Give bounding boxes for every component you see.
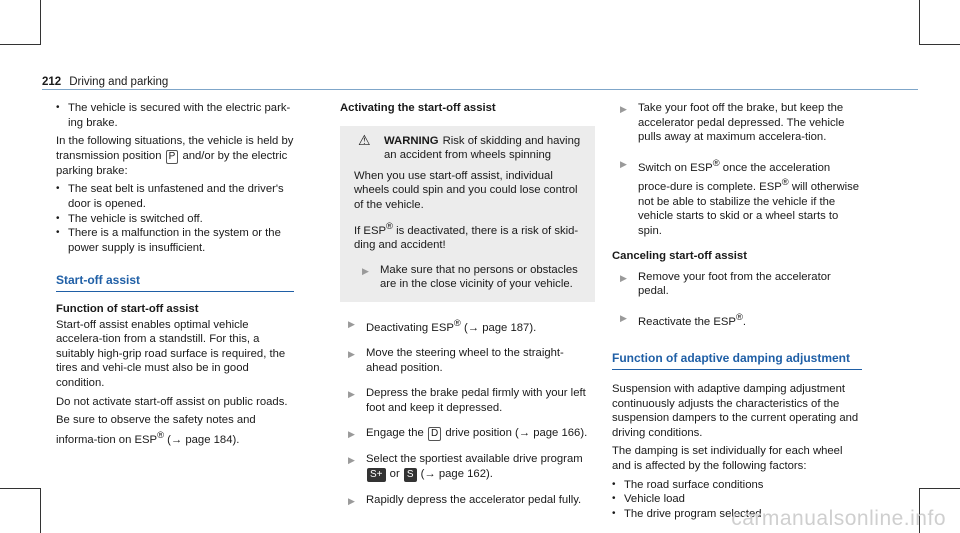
- paragraph: In the following situations, the vehicle is held by transmission position P and/or by the electric parking brake:: [56, 135, 294, 177]
- crop-mark: [919, 44, 960, 45]
- arrow-icon: ▶: [348, 349, 355, 360]
- warning-box: [340, 126, 595, 302]
- paragraph: Suspension with adaptive damping adjustment continuously adjusts the characteristics of the suspension dampers to the current operating and driving conditions.: [612, 383, 859, 439]
- crop-mark: [0, 488, 41, 489]
- paragraph: The damping is set individually for each wheel and is affected by the following factors:: [612, 445, 843, 472]
- sub-heading: Function of start-off assist: [56, 302, 199, 315]
- instruction-step: ▶ Engage the D drive position (→ page 166).: [340, 426, 595, 441]
- list-item: • There is a malfunction in the system or the power supply is insufficient.: [56, 227, 281, 254]
- header-rule: [42, 89, 918, 90]
- list-item: • The vehicle is secured with the electric park-ing brake.: [56, 102, 291, 129]
- instruction-step: ▶ Remove your foot from the accelerator pedal.: [620, 270, 831, 298]
- arrow-icon: ▶: [620, 272, 627, 283]
- list-item: • The vehicle is switched off.: [56, 212, 203, 225]
- d-key-icon: D: [428, 427, 441, 441]
- crop-mark: [40, 0, 41, 45]
- arrow-icon: ▶: [348, 496, 355, 507]
- arrow-icon: ▶: [348, 318, 355, 329]
- arrow-icon: ▶: [620, 313, 627, 324]
- instruction-step: ▶ Rapidly depress the accelerator pedal fully.: [340, 493, 595, 508]
- list-item: • The road surface conditions: [612, 478, 764, 491]
- instruction-step: ▶ Take your foot off the brake, but keep the accelerator pedal depressed. The vehicle pulls away at maximum accelera-tion.: [620, 102, 845, 144]
- p-key-icon: P: [166, 150, 179, 164]
- instruction-step: ▶ Depress the brake pedal firmly with your left foot and keep it depressed.: [348, 387, 586, 414]
- column-right: [612, 101, 862, 525]
- crop-mark: [919, 488, 960, 489]
- warning-title: ⚠ WARNING Risk of skidding and having an accident from wheels spinning: [358, 131, 581, 162]
- column-middle: [340, 101, 595, 519]
- sub-heading: Activating the start-off assist: [340, 102, 496, 114]
- situations-list: [56, 182, 294, 255]
- paragraph: If ESP® is deactivated, there is a risk of skid-ding and accident!: [354, 219, 579, 251]
- sport-key-icon: S: [404, 468, 417, 482]
- crop-mark: [0, 44, 41, 45]
- arrow-icon: ▶: [362, 265, 369, 276]
- arrow-icon: ▶: [348, 455, 355, 466]
- paragraph: Be sure to observe the safety notes and informa-tion on ESP® (→ page 184).: [56, 414, 256, 446]
- page-section-title: Driving and parking: [69, 76, 169, 88]
- arrow-icon: ▶: [348, 429, 355, 440]
- instruction-step: ▶ Switch on ESP® once the acceleration proce-dure is complete. ESP® will otherwise not be able to stabilize the vehicle if the vehicle starts to skid or a wheel starts to spin.: [620, 156, 860, 237]
- column-left: [56, 101, 294, 451]
- list-item: • The seat belt is unfastened and the driver's door is opened.: [56, 183, 284, 210]
- page-header: [42, 75, 168, 90]
- list-item: • Vehicle load: [612, 493, 685, 506]
- page-number: 212: [42, 76, 62, 88]
- section-title: Function of adaptive damping adjustment: [612, 351, 862, 370]
- watermark: carmanualsonline.info: [731, 507, 946, 531]
- instruction-step: ▶ Select the sportiest available drive program S+ or S (→ page 162).: [348, 453, 583, 481]
- instruction-step: ▶ Make sure that no persons or obstacles are in the close vicinity of your vehicle.: [362, 263, 578, 291]
- list-item: • The drive program selected: [612, 507, 762, 520]
- section-title: Start-off assist: [56, 273, 294, 292]
- paragraph: Do not activate start-off assist on public roads.: [56, 395, 288, 408]
- instruction-step: ▶ Deactivating ESP® (→ page 187).: [348, 316, 537, 334]
- instruction-step: ▶ Reactivate the ESP®.: [620, 311, 747, 328]
- instruction-step: ▶ Move the steering wheel to the straight-ahead position.: [348, 347, 564, 374]
- arrow-icon: ▶: [348, 389, 355, 400]
- paragraph: When you use start-off assist, individual wheels could spin and you could lose control of the vehicle.: [354, 169, 578, 211]
- paragraph: Start-off assist enables optimal vehicle accelera-tion from a standstill. For this, a suitably high-grip road surface is required, the tires and vehi-cle must also be in good condition.: [56, 318, 286, 389]
- warning-triangle-icon: ⚠: [358, 131, 371, 148]
- crop-mark: [40, 488, 41, 533]
- arrow-icon: ▶: [620, 158, 627, 169]
- arrow-icon: ▶: [620, 104, 627, 114]
- sport-plus-key-icon: S+: [367, 468, 386, 482]
- crop-mark: [919, 0, 920, 45]
- sub-heading: Canceling start-off assist: [612, 250, 747, 263]
